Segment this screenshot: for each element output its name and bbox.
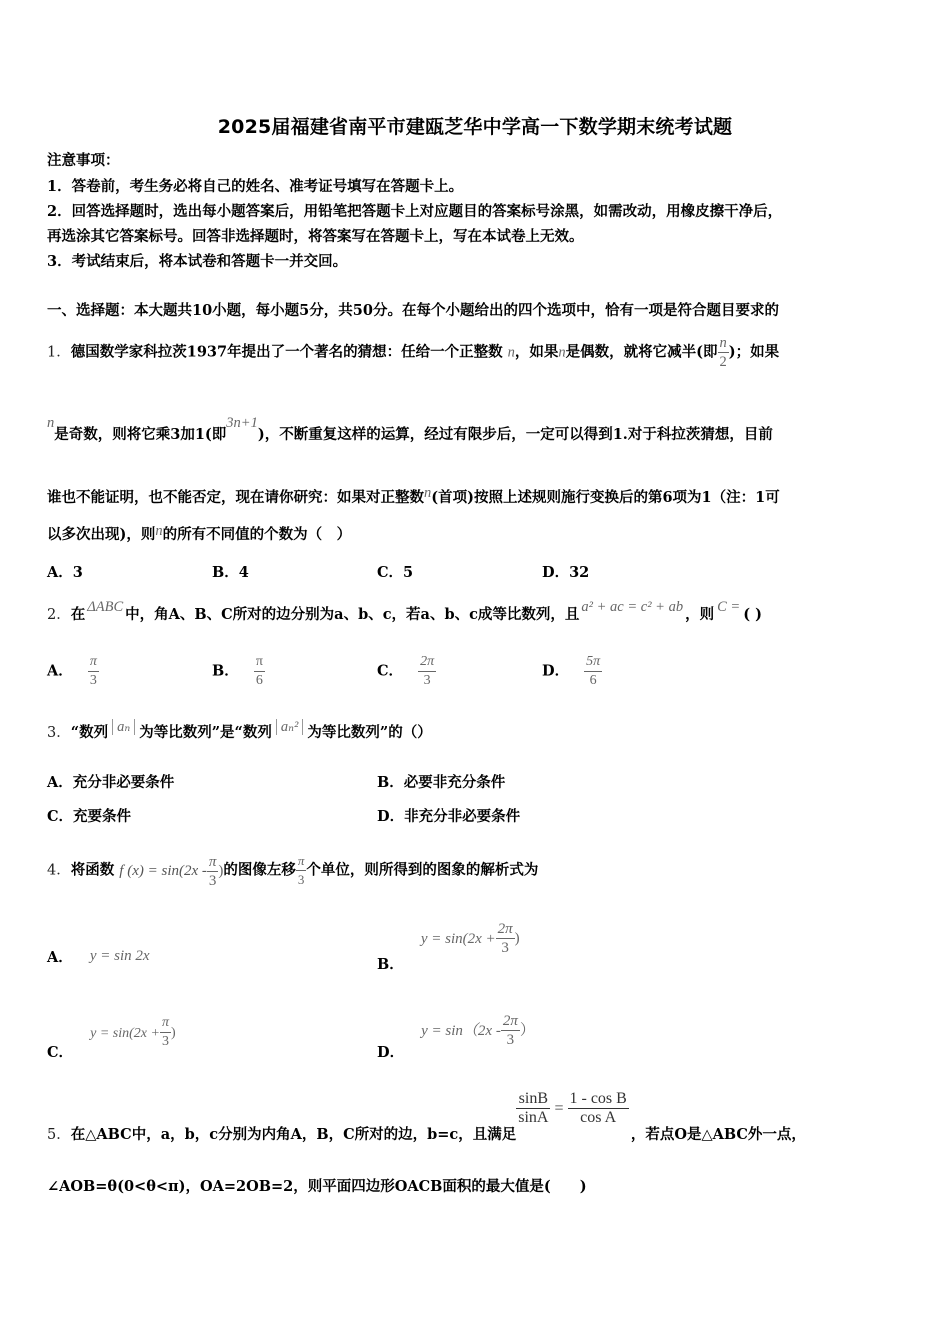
question-number: 5． [47,1126,71,1143]
option-expression: y = sin（2x - [421,1022,501,1039]
math-triangle: ΔABC [87,599,124,615]
fraction [160,1014,171,1051]
frac-denominator: 3 [506,1032,515,1048]
frac-denominator: 3 [208,872,217,889]
q3-text: “数列 [70,724,109,741]
question-4 [47,852,538,890]
q2-option-a [47,653,99,690]
q3-text: 为等比数列”是“数列 [139,724,272,741]
q2-option-b [212,653,265,690]
math-n: n [424,485,432,501]
q1-option-c: C．5 [377,564,414,581]
q2-option-c [377,653,436,690]
fraction-cos [568,1090,629,1127]
option-label: D． [377,1043,405,1061]
question-2 [47,599,762,624]
math-n: n [507,344,515,361]
math-n: n [558,344,566,361]
q1-text: 德国数学家科拉茨1937年提出了一个著名的猜想：任给一个正整数 [70,343,503,361]
question-3 [47,719,432,742]
frac-denominator: 6 [255,673,263,688]
q1-text: 以多次出现)，则 [47,526,156,543]
q4-option-b [377,920,520,973]
question-1-line-4 [47,523,352,544]
option-expression: y = sin(2x + [420,930,496,947]
q1-text: (首项)按照上述规则施行变换后的第6项为1（注：1可 [431,489,780,506]
frac-denominator: 2 [719,354,727,370]
q3-option-c: C．充要条件 [47,808,132,825]
q2-text: ，则 [685,606,715,623]
frac-numerator: 2π [420,654,435,669]
q1-text: 的所有不同值的个数为（ ） [162,526,352,543]
option-label: B． [212,662,239,680]
q4-text: 的图像左移 [223,861,296,879]
q4-text: 将函数 [70,861,115,879]
question-1-line-1 [47,334,779,371]
frac-numerator: 5π [586,654,601,669]
option-expression: y = sin 2x [89,948,150,964]
q1-option-d: D．32 [542,564,590,581]
frac-numerator: π [297,853,305,868]
q4-option-d [377,1012,535,1061]
frac-denominator: 3 [297,872,305,887]
option-expression: ) [514,930,520,947]
notice-item-1: 1．答卷前，考生务必将自己的姓名、准考证号填写在答题卡上。 [47,178,464,195]
frac-denominator: 6 [589,673,597,688]
frac-denominator: cos A [580,1109,617,1126]
q2-text: 在 [70,606,86,623]
q1-text: )，不断重复这样的运算，经过有限步后，一定可以得到1.对于科拉茨猜想，目前 [257,426,773,443]
q3-option-d: D．非充分非必要条件 [377,808,521,825]
function-expression: f (x) = sin(2x - [119,862,207,879]
q3-option-a: A．充分非必要条件 [47,774,175,791]
notice-heading: 注意事项： [47,152,120,169]
frac-numerator: n [719,335,727,351]
frac-denominator: 3 [501,940,509,956]
frac-denominator: sinA [518,1109,549,1126]
frac-denominator: 3 [89,673,97,688]
option-expression: ) [170,1025,176,1041]
frac-denominator: 3 [161,1034,169,1049]
frac-denominator: 3 [423,673,431,688]
fraction [254,653,265,690]
frac-numerator: π [208,853,217,870]
math-sequence: aₙ [112,719,135,735]
q1-text: 是奇数，则将它乘3加1(即 [54,426,227,443]
fraction [418,653,436,690]
math-function: f (x) = sin(2x - $\frac{\pi}{3}$ ) [119,853,224,889]
q5-text: ，若点O是△ABC外一点， [630,1125,806,1143]
frac-numerator: π [255,654,263,669]
q1-option-a: A．3 [47,564,83,581]
q2-text: ( ) [743,606,762,623]
option-label: A． [47,662,73,680]
math-sequence-squared: aₙ² [276,719,303,735]
notice-item-2-cont: 再选涂其它答案标号。回答非选择题时，将答案写在答题卡上，写在本试卷上无效。 [47,228,584,245]
math-expression: 3n+1 [226,415,258,431]
q1-option-b: B．4 [212,564,249,581]
q2-option-d [542,653,602,690]
question-5-line-2: ∠AOB=θ(0<θ<π)，OA=2OB=2，则平面四边形OACB面积的最大值是( ) [47,1178,587,1195]
question-1-line-3 [47,485,780,507]
q4-option-c [47,1014,176,1061]
equals-sign: = [554,1099,564,1117]
q3-text: 为等比数列”的（） [307,724,432,741]
q4-option-a [47,946,150,967]
fraction [207,853,219,890]
fraction [584,653,602,690]
math-n: n [155,523,163,539]
q3-option-b: B．必要非充分条件 [377,774,506,791]
fraction [496,920,515,957]
q1-text: 是偶数，就将它减半(即 [565,343,718,361]
frac-numerator: 1 - cos B [569,1090,627,1107]
question-number: 4． [47,862,71,879]
fraction [88,653,99,690]
q1-text: 谁也不能证明，也不能否定，现在请你研究：如果对正整数 [47,489,424,506]
question-number: 1． [47,344,71,361]
frac-numerator: π [89,654,97,669]
fraction-sinb-over-sina [516,1090,550,1127]
option-expression: ） [519,1022,535,1039]
q1-text: ，如果 [514,343,559,361]
q2-text: 中，角A、B、C所对的边分别为a、b、c，若a、b、c成等比数列，且 [125,606,580,623]
option-label: C． [47,1043,74,1061]
q1-text: )；如果 [728,343,780,361]
notice-item-3: 3．考试结束后，将本试卷和答题卡一并交回。 [47,253,348,270]
math-n: n [47,415,55,431]
option-label: C． [377,662,404,680]
q5-text: 在△ABC中，a，b，c分别为内角A，B，C所对的边，b=c，且满足 [70,1125,517,1143]
question-5-line-1 [47,1090,806,1143]
option-label: B． [377,955,404,973]
frac-numerator: 2π [502,1013,518,1029]
frac-numerator: 2π [497,921,513,937]
math-equation: a² + ac = c² + ab [581,599,684,615]
option-expression: y = sin(2x + [90,1025,160,1041]
question-1-line-2 [47,415,773,444]
option-label: D． [542,662,570,680]
section-heading: 一、选择题：本大题共10小题，每小题5分，共50分。在每个小题给出的四个选项中，恰有一项是符合题目要求的 [47,302,779,319]
fraction [501,1012,520,1049]
page-title: 2025届福建省南平市建瓯芝华中学高一下数学期末统考试题 [217,116,733,138]
notice-item-2: 2．回答选择题时，选出每小题答案后，用铅笔把答题卡上对应题目的答案标号涂黑，如需改动，用橡皮擦干净后， [47,203,783,220]
frac-numerator: π [161,1015,169,1030]
fraction-n-over-2 [718,334,729,371]
math-c-equals: C = [717,599,741,615]
q4-text: 个单位，则所得到的图象的解析式为 [306,861,539,879]
fraction [296,852,307,889]
frac-numerator: sinB [518,1090,549,1107]
question-number: 2． [47,607,71,623]
question-number: 3． [47,725,71,741]
option-label: A． [47,949,73,966]
